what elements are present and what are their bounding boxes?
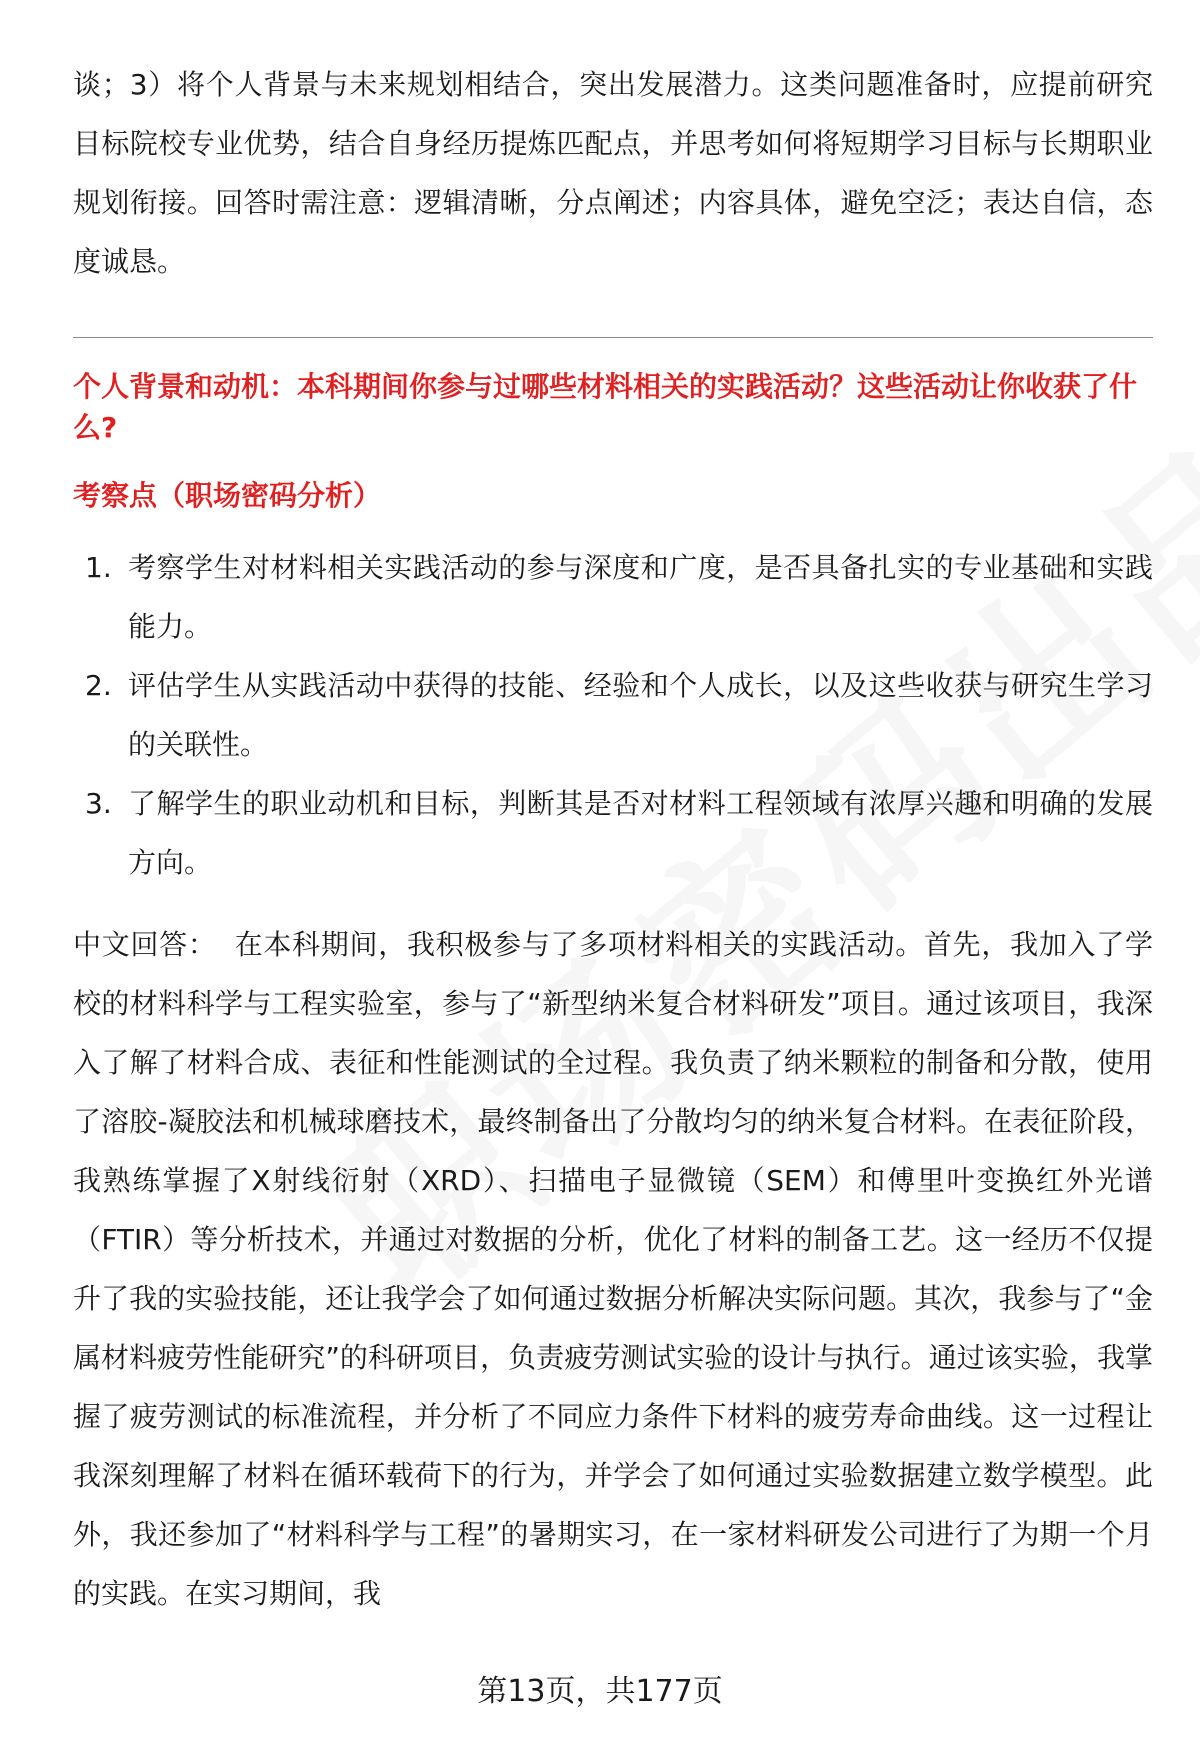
page-footer: 第13页，共177页 (477, 1674, 723, 1709)
list-item-text: 了解学生的职业动机和目标，判断其是否对材料工程领域有浓厚兴趣和明确的发展方向。 (128, 787, 1153, 879)
assessment-subheading: 考察点（职场密码分析） (73, 479, 382, 512)
list-item (73, 538, 1153, 656)
document-page (73, 55, 1153, 1651)
list-item-text: 评估学生从实践活动中获得的技能、经验和个人成长，以及这些收获与研究生学习的关联性。 (128, 669, 1153, 761)
list-item-number: 2. (85, 669, 112, 702)
answer-label: 中文回答： (73, 928, 217, 961)
list-item-number: 3. (85, 787, 112, 820)
answer-paragraph (73, 915, 1153, 1623)
list-item (73, 774, 1153, 892)
question-heading: 个人背景和动机：本科期间你参与过哪些材料相关的实践活动？这些活动让你收获了什么? (73, 370, 1138, 444)
list-item-text: 考察学生对材料相关实践活动的参与深度和广度，是否具备扎实的专业基础和实践能力。 (128, 551, 1153, 643)
section-divider (73, 337, 1153, 338)
assessment-points-list (73, 538, 1153, 892)
list-item-number: 1. (85, 551, 112, 584)
intro-paragraph: 谈；3）将个人背景与未来规划相结合，突出发展潜力。这类问题准备时，应提前研究目标院校专业优势，结合自身经历提炼匹配点，并思考如何将短期学习目标与长期职业规划衔接。回答时需注意：逻辑清晰，分点阐述；内容具体，避免空泛；表达自信，态度诚恳。 (73, 68, 1153, 278)
list-item (73, 656, 1153, 774)
answer-text: 在本科期间，我积极参与了多项材料相关的实践活动。首先，我加入了学校的材料科学与工程实验室，参与了“新型纳米复合材料研发”项目。通过该项目，我深入了解了材料合成、表征和性能测试的全过程。我负责了纳米颗粒的制备和分散，使用了溶胶-凝胶法和机械球磨技术，最终制备出了分散均匀的纳米复合材料。在表征阶段，我熟练掌握了X射线衍射（XRD）、扫描电子显微镜（SEM）和傅里叶变换红外光谱（FTIR）等分析技术，并通过对数据的分析，优化了材料的制备工艺。这一经历不仅提升了我的实验技能，还让我学会了如何通过数据分析解决实际问题。其次，我参与了“金属材料疲劳性能研究”的科研项目，负责疲劳测试实验的设计与执行。通过该实验，我掌握了疲劳测试的标准流程，并分析了不同应力条件下材料的疲劳寿命曲线。这一过程让我深刻理解了材料在循环载荷下的行为，并学会了如何通过实验数据建立数学模型。此外，我还参加了“材料科学与工程”的暑期实习，在一家材料研发公司进行了为期一个月的实践。在实习期间，我 (73, 928, 1153, 1610)
